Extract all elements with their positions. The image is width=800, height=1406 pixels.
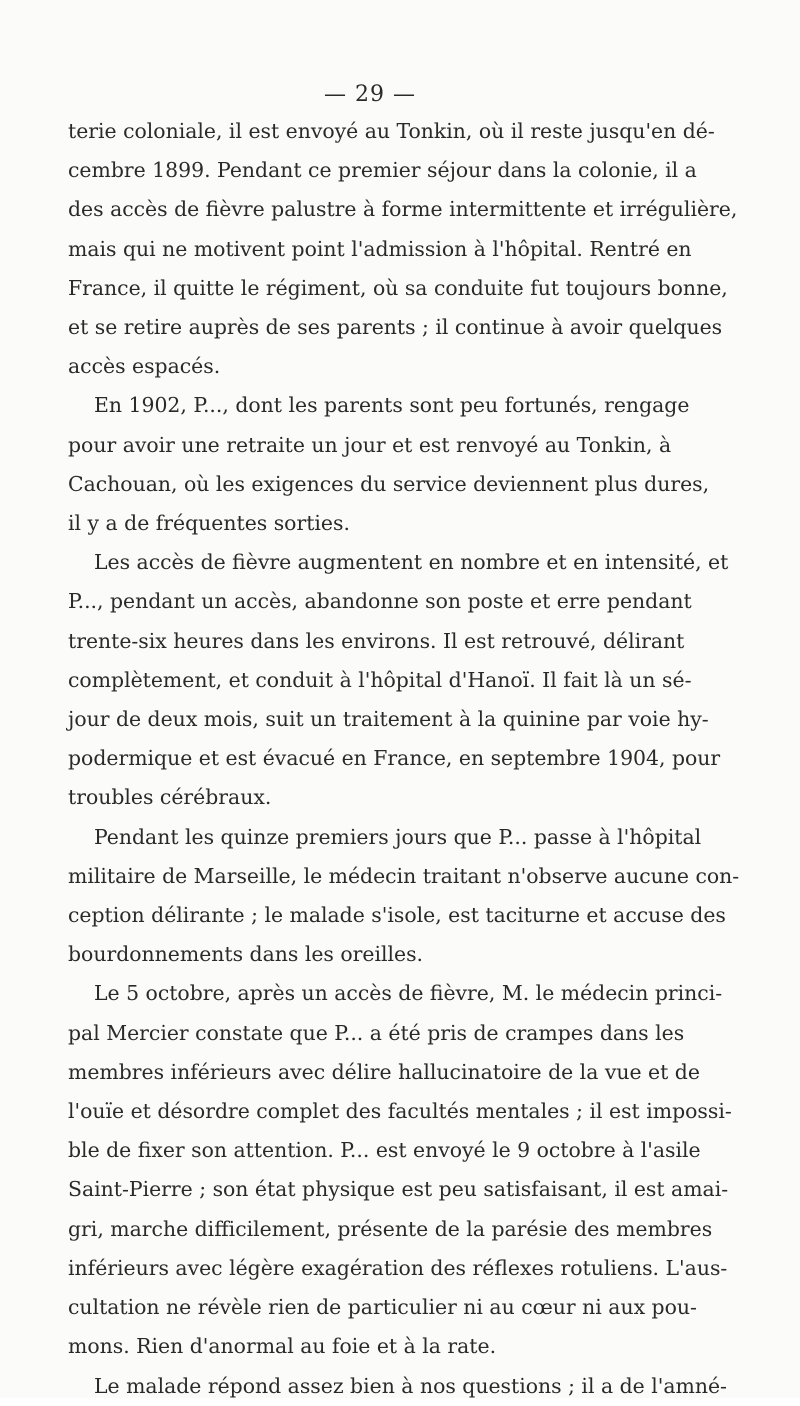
text-line: trente-six heures dans les environs. Il est retrouvé, délirant	[68, 628, 685, 653]
text-line: France, il quitte le régiment, où sa conduite fut toujours bonne,	[68, 275, 728, 300]
text-line: podermique et est évacué en France, en septembre 1904, pour	[68, 746, 721, 771]
text-line: bourdonnements dans les oreilles.	[68, 942, 424, 967]
text-line: il y a de fréquentes sorties.	[68, 511, 350, 536]
page-number: — 29 —	[324, 82, 416, 107]
body-text	[68, 112, 740, 1406]
text-line: cembre 1899. Pendant ce premier séjour dans la colonie, il a	[68, 158, 697, 183]
text-line: ble de fixer son attention. P... est envoyé le 9 octobre à l'asile	[68, 1138, 701, 1163]
text-line: des accès de fièvre palustre à forme intermittente et irrégulière,	[68, 197, 738, 222]
text-line: Pendant les quinze premiers jours que P... passe à l'hôpital	[94, 824, 702, 849]
text-line: pal Mercier constate que P... a été pris de crampes dans les	[68, 1020, 685, 1045]
text-line: mons. Rien d'anormal au foie et à la rate.	[68, 1334, 497, 1359]
text-line: P..., pendant un accès, abandonne son poste et erre pendant	[68, 589, 692, 614]
text-line: En 1902, P..., dont les parents sont peu fortunés, rengage	[94, 393, 690, 418]
text-line: l'ouïe et désordre complet des facultés mentales ; il est impossi-	[68, 1099, 732, 1124]
text-line: complètement, et conduit à l'hôpital d'Hanoï. Il fait là un sé-	[68, 667, 692, 692]
text-line: Les accès de fièvre augmentent en nombre et en intensité, et	[94, 550, 729, 575]
text-line: troubles cérébraux.	[68, 785, 272, 810]
text-line: et se retire auprès de ses parents ; il continue à avoir quelques	[68, 315, 723, 340]
text-line: cultation ne révèle rien de particulier ni au cœur ni aux pou-	[68, 1295, 697, 1320]
text-line: inférieurs avec légère exagération des réflexes rotuliens. L'aus-	[68, 1255, 728, 1280]
text-line: terie coloniale, il est envoyé au Tonkin, où il reste jusqu'en dé-	[68, 119, 715, 143]
text-line: Cachouan, où les exigences du service deviennent plus dures,	[68, 471, 710, 496]
text-line: Le 5 octobre, après un accès de fièvre, M. le médecin princi-	[94, 981, 723, 1006]
text-line: mais qui ne motivent point l'admission à l'hôpital. Rentré en	[68, 236, 692, 261]
text-line: gri, marche difficilement, présente de la parésie des membres	[68, 1216, 713, 1241]
text-line: ception délirante ; le malade s'isole, est taciturne et accuse des	[68, 903, 726, 928]
text-line: jour de deux mois, suit un traitement à la quinine par voie hy-	[68, 707, 709, 732]
text-line: Saint-Pierre ; son état physique est peu satisfaisant, il est amai-	[68, 1177, 729, 1202]
text-line: membres inférieurs avec délire hallucinatoire de la vue et de	[68, 1059, 700, 1084]
text-line: accès espacés.	[68, 354, 221, 379]
text-line: pour avoir une retraite un jour et est renvoyé au Tonkin, à	[68, 432, 672, 457]
text-line: militaire de Marseille, le médecin traitant n'observe aucune con-	[68, 863, 740, 888]
text-line: Le malade répond assez bien à nos questions ; il a de l'amné-	[94, 1373, 727, 1398]
